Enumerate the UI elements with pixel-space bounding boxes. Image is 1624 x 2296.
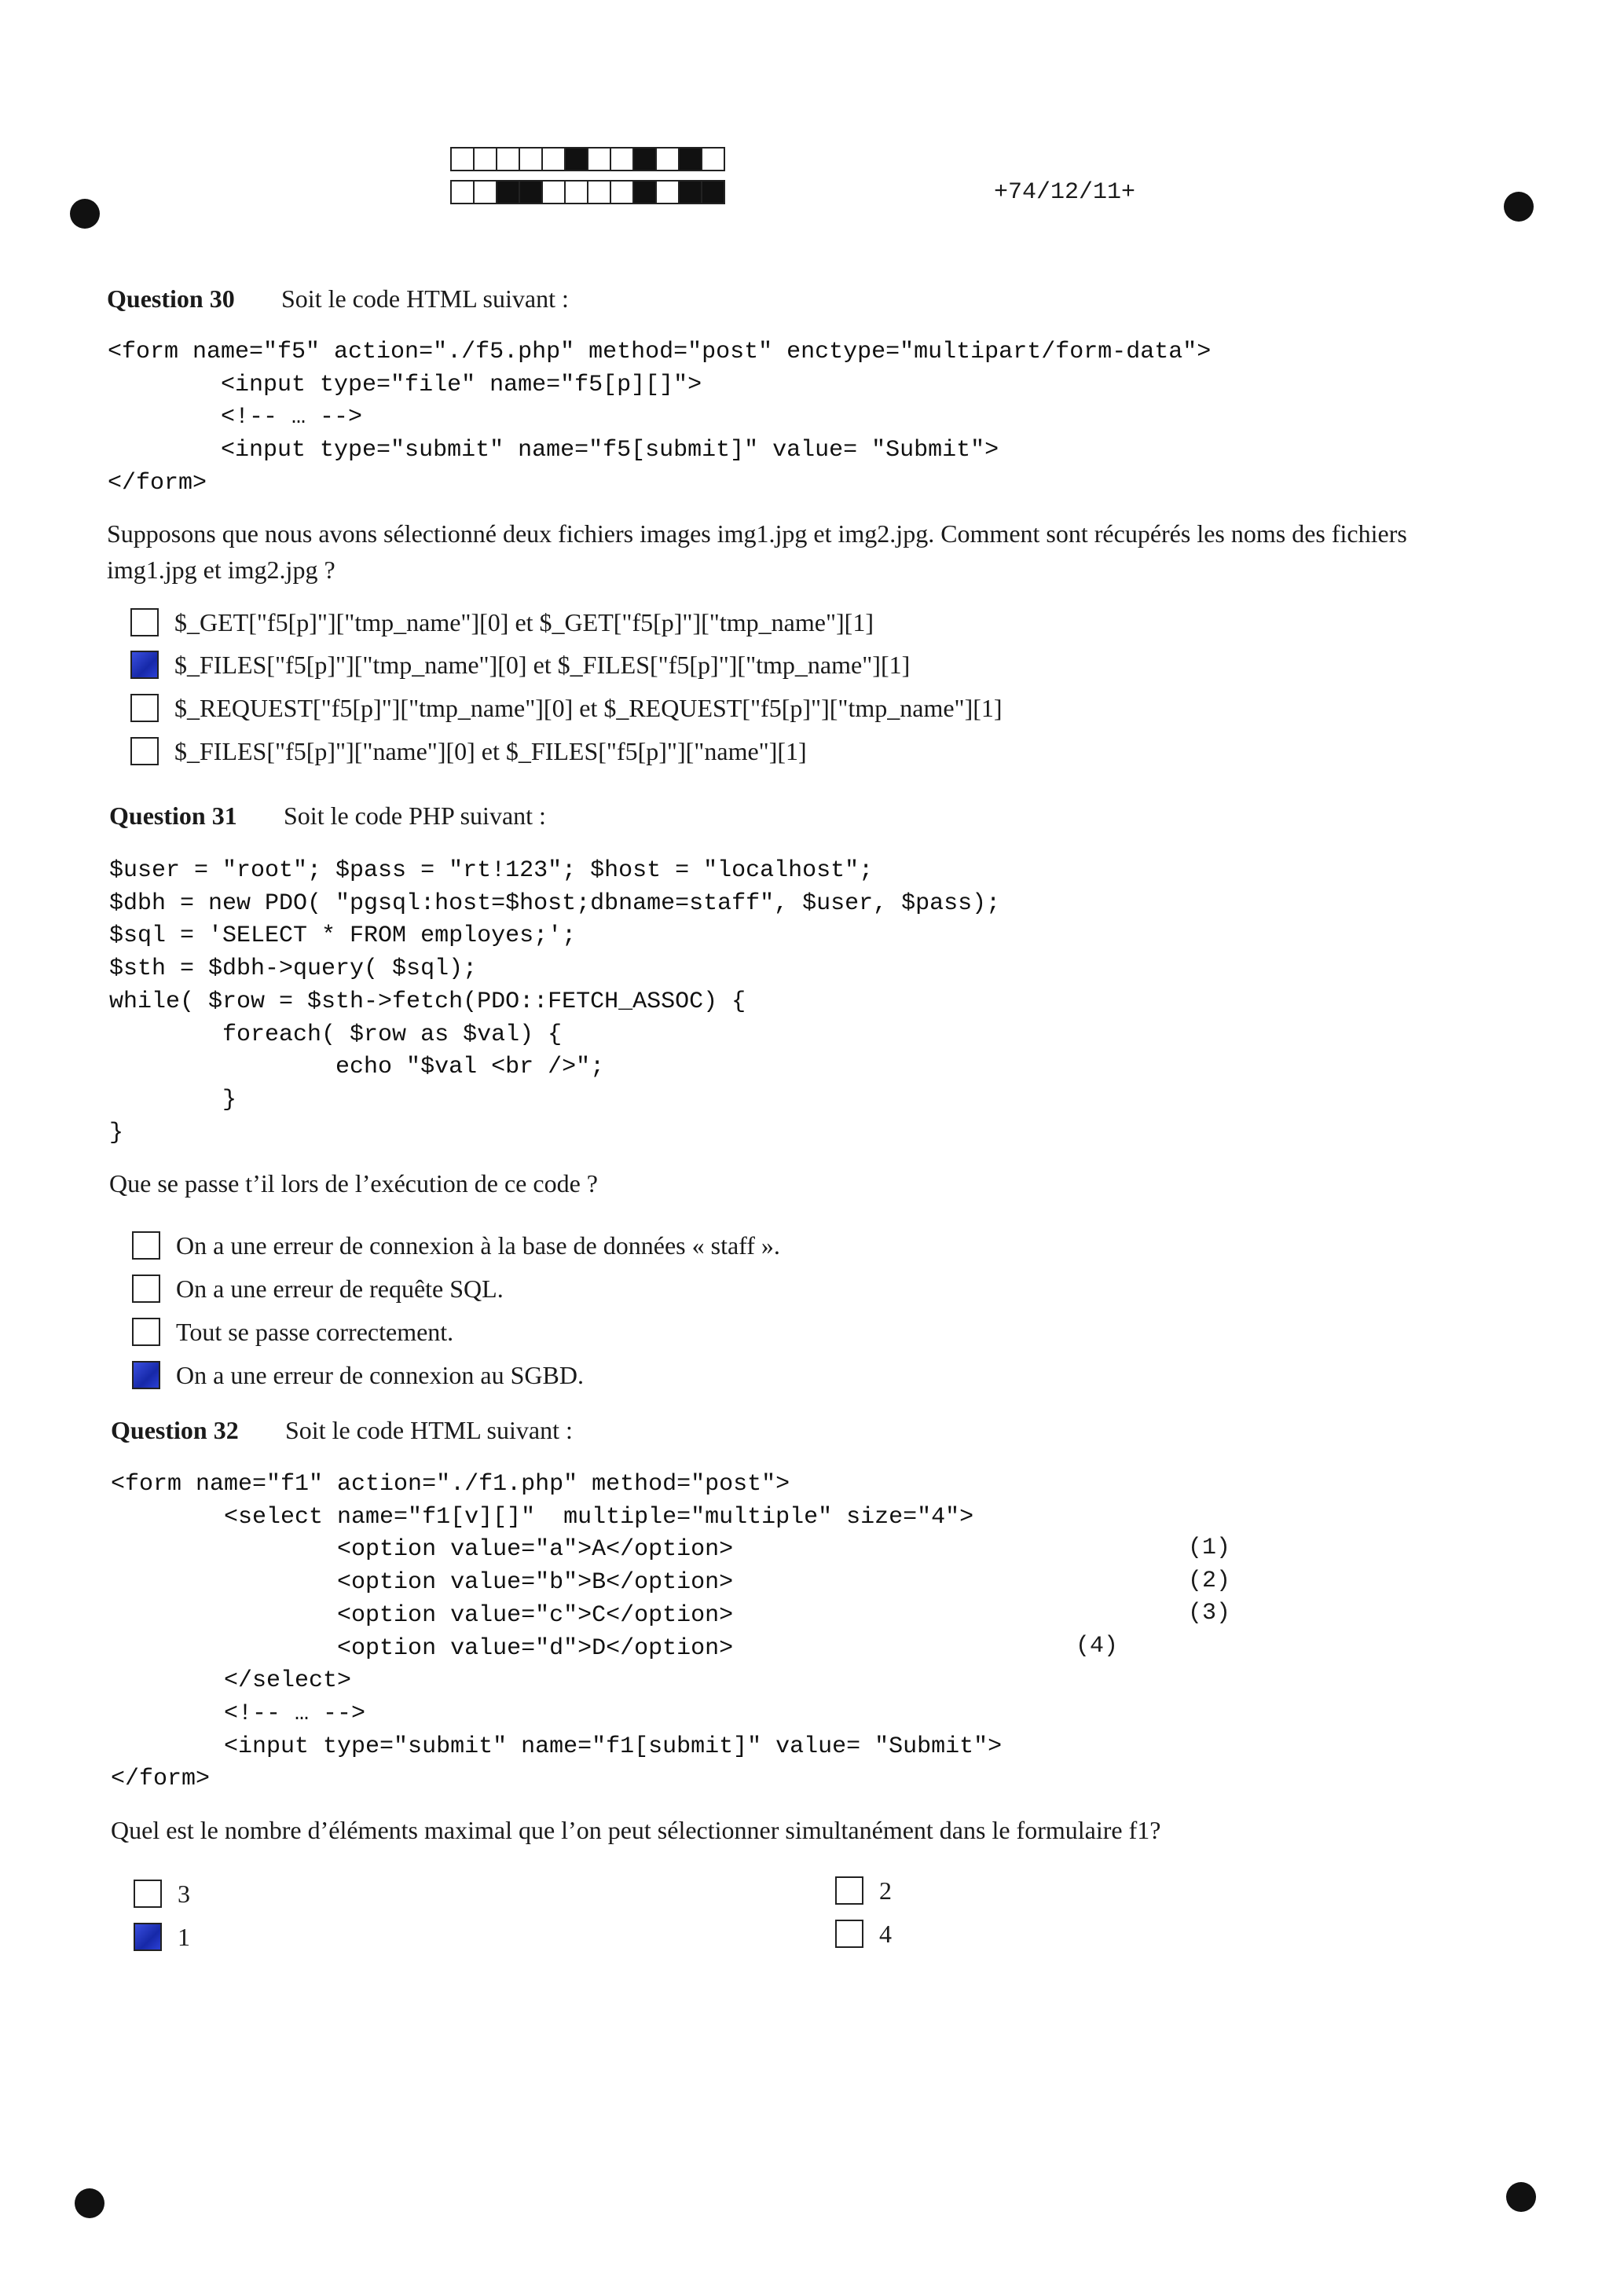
id-grid-row-1 xyxy=(450,147,724,171)
option-label: $_GET["f5[p]"]["tmp_name"][0] et $_GET["f5[p]"]["tmp_name"][1] xyxy=(174,607,874,636)
checkbox[interactable] xyxy=(134,1880,162,1908)
registration-mark-bottom-right xyxy=(1506,2182,1536,2212)
code-line: } xyxy=(109,1119,124,1146)
option-label: Tout se passe correctement. xyxy=(176,1317,454,1346)
checkbox[interactable] xyxy=(132,1361,160,1389)
checkbox[interactable] xyxy=(130,651,159,679)
option-label: 2 xyxy=(879,1876,892,1905)
code-line: <input type="submit" name="f1[submit]" value= "Submit"> xyxy=(111,1733,1003,1760)
checkbox[interactable] xyxy=(130,694,159,722)
q32-option-4[interactable] xyxy=(835,1916,892,1951)
code-line: $dbh = new PDO( "pgsql:host=$host;dbname=staff", $user, $pass); xyxy=(109,889,1001,917)
code-line: echo "$val <br />"; xyxy=(109,1054,605,1081)
id-grid-cell xyxy=(564,180,588,204)
page-code: +74/12/11+ xyxy=(994,179,1136,206)
code-line: <form name="f1" action="./f1.php" method="post"> xyxy=(111,1471,790,1498)
checkbox[interactable] xyxy=(132,1231,160,1260)
question-intro: Soit le code HTML suivant : xyxy=(281,284,569,313)
q30-option-3[interactable] xyxy=(130,691,1003,725)
id-grid-cell xyxy=(632,147,657,171)
code-line: </select> xyxy=(111,1667,352,1695)
id-grid-cell xyxy=(655,147,680,171)
question-label: Question 32 xyxy=(111,1416,239,1444)
question-32-code xyxy=(111,1469,1002,1796)
option-label: On a une erreur de requête SQL. xyxy=(176,1274,504,1303)
q30-option-1[interactable] xyxy=(130,605,874,640)
id-grid-cell xyxy=(701,147,725,171)
option-label: On a une erreur de connexion à la base de données « staff ». xyxy=(176,1231,780,1260)
id-grid-cell xyxy=(541,180,566,204)
code-line: <option value="b">B</option> xyxy=(111,1569,734,1597)
id-grid-cell xyxy=(701,180,725,204)
id-grid-cell xyxy=(610,147,634,171)
line-number-label: (1) xyxy=(1188,1535,1231,1561)
code-line: </form> xyxy=(111,1766,211,1793)
checkbox[interactable] xyxy=(134,1923,162,1951)
code-line: <option value="a">A</option> xyxy=(111,1536,734,1564)
q30-option-2[interactable] xyxy=(130,647,910,682)
q31-option-4[interactable] xyxy=(132,1358,584,1392)
code-line: <option value="d">D</option> xyxy=(111,1634,734,1662)
question-31-code xyxy=(109,855,1000,1150)
id-grid-row-2 xyxy=(450,180,724,204)
checkbox[interactable] xyxy=(132,1318,160,1346)
question-32-text: Quel est le nombre d’éléments maximal que l’on peut sélectionner simultanément dans le formulaire f1? xyxy=(111,1816,1161,1844)
code-line: <!-- … --> xyxy=(108,404,363,431)
code-line: foreach( $row as $val) { xyxy=(109,1021,563,1048)
q31-option-3[interactable] xyxy=(132,1315,453,1349)
q30-option-4[interactable] xyxy=(130,734,807,768)
id-grid-cell xyxy=(564,147,588,171)
question-32-header xyxy=(111,1416,573,1445)
question-label: Question 31 xyxy=(109,801,237,830)
code-line: <!-- … --> xyxy=(111,1700,366,1727)
question-31-text: Que se passe t’il lors de l’exécution de ce code ? xyxy=(109,1169,598,1198)
code-line: $user = "root"; $pass = "rt!123"; $host = "localhost"; xyxy=(109,857,874,884)
line-number-label: (3) xyxy=(1188,1600,1231,1627)
id-grid-cell xyxy=(496,147,520,171)
option-label: $_FILES["f5[p]"]["name"][0] et $_FILES["f5[p]"]["name"][1] xyxy=(174,736,807,765)
question-intro: Soit le code HTML suivant : xyxy=(285,1416,573,1444)
id-grid-cell xyxy=(678,147,702,171)
q32-option-2[interactable] xyxy=(134,1920,190,1954)
question-label: Question 30 xyxy=(107,284,235,313)
option-label: On a une erreur de connexion au SGBD. xyxy=(176,1360,584,1389)
code-line: <select name="f1[v][]" multiple="multiple" size="4"> xyxy=(111,1503,974,1531)
id-grid-cell xyxy=(632,180,657,204)
question-30-text: Supposons que nous avons sélectionné deux fichiers images img1.jpg et img2.jpg. Comment sont récupérés les noms des fichiers img1.jpg et img2.jpg ? xyxy=(107,519,1407,584)
code-line: } xyxy=(109,1086,237,1113)
id-grid-cell xyxy=(519,180,543,204)
line-number-label: (4) xyxy=(1076,1633,1119,1660)
checkbox[interactable] xyxy=(130,608,159,636)
code-line: while( $row = $sth->fetch(PDO::FETCH_ASSOC) { xyxy=(109,988,746,1015)
question-30-code xyxy=(108,336,1211,501)
registration-mark-top-left xyxy=(70,199,100,229)
id-grid-cell xyxy=(655,180,680,204)
checkbox[interactable] xyxy=(132,1275,160,1303)
question-31-header xyxy=(109,801,546,831)
code-line: $sth = $dbh->query( $sql); xyxy=(109,955,478,983)
option-label: 3 xyxy=(178,1879,190,1908)
id-grid-cell xyxy=(473,147,497,171)
checkbox[interactable] xyxy=(130,737,159,765)
id-grid-cell xyxy=(450,180,475,204)
registration-mark-top-right xyxy=(1504,192,1534,222)
id-grid-cell xyxy=(587,180,611,204)
code-line: <input type="submit" name="f5[submit]" value= "Submit"> xyxy=(108,437,999,464)
id-grid-cell xyxy=(496,180,520,204)
code-line: <form name="f5" action="./f5.php" method="post" enctype="multipart/form-data"> xyxy=(108,339,1212,365)
code-line: <option value="c">C</option> xyxy=(111,1601,734,1629)
id-grid-cell xyxy=(519,147,543,171)
q31-option-1[interactable] xyxy=(132,1228,780,1263)
id-grid-cell xyxy=(450,147,475,171)
checkbox[interactable] xyxy=(835,1920,863,1948)
checkbox[interactable] xyxy=(835,1876,863,1905)
id-grid-cell xyxy=(473,180,497,204)
question-intro: Soit le code PHP suivant : xyxy=(284,801,546,830)
option-label: 4 xyxy=(879,1919,892,1948)
id-grid-cell xyxy=(587,147,611,171)
code-line: <input type="file" name="f5[p][]"> xyxy=(108,371,702,398)
q32-option-1[interactable] xyxy=(134,1876,190,1911)
question-30-header xyxy=(107,284,569,314)
option-label: $_REQUEST["f5[p]"]["tmp_name"][0] et $_REQUEST["f5[p]"]["tmp_name"][1] xyxy=(174,693,1003,722)
q31-option-2[interactable] xyxy=(132,1271,504,1306)
q32-option-3[interactable] xyxy=(835,1873,892,1908)
code-line: $sql = 'SELECT * FROM employes;'; xyxy=(109,922,577,950)
registration-mark-bottom-left xyxy=(75,2188,104,2218)
line-number-label: (2) xyxy=(1188,1568,1231,1594)
id-grid-cell xyxy=(678,180,702,204)
code-line: </form> xyxy=(108,469,207,497)
id-grid-cell xyxy=(610,180,634,204)
option-label: $_FILES["f5[p]"]["tmp_name"][0] et $_FILES["f5[p]"]["tmp_name"][1] xyxy=(174,650,911,679)
id-grid-cell xyxy=(541,147,566,171)
option-label: 1 xyxy=(178,1922,190,1951)
